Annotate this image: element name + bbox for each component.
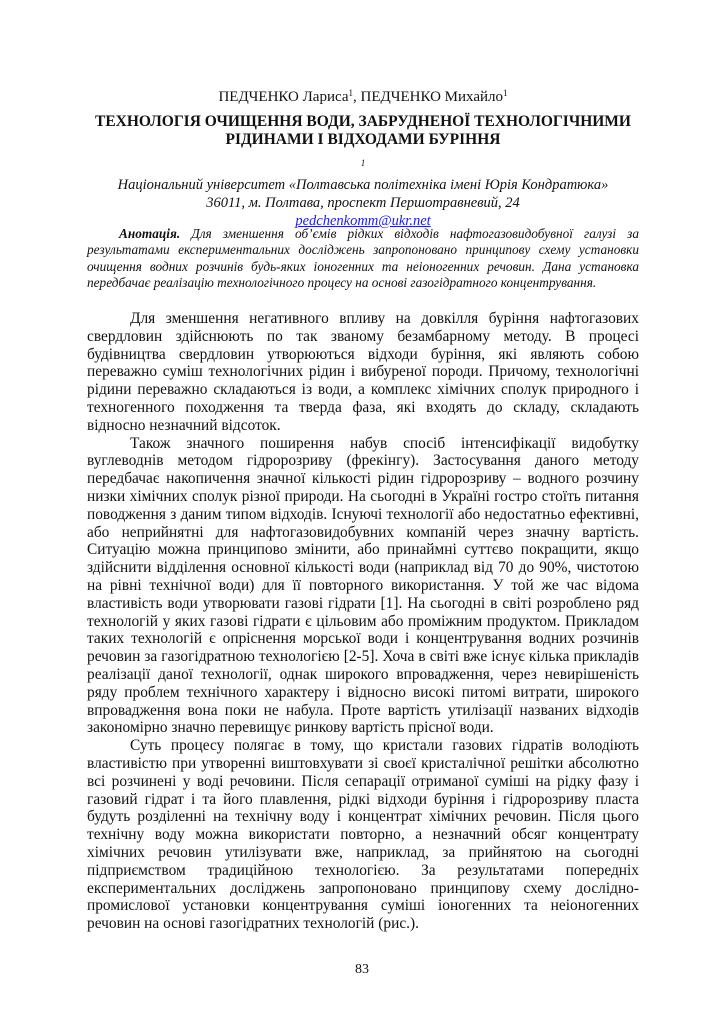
institution-line	[87, 158, 639, 194]
body-paragraph-3: Суть процесу полягає в тому, що кристали газових гідратів володіють властивістю при утворенні виштовхувати зі своєї кристалічної решітки абсолютно всі розчинені у воді речовини. Після сепарації отриманої суміші на рідку фазу і газовий гідрат і та його плавлення, рідкі відходи буріння і гідророзриву пласта будуть розділенні на технічну воду і концентрат хімічних речовин. Після цього технічну воду можна використати повторно, а незначний обсяг концентрату хімічних речовин утилізувати вже, наприклад, за прийнятою на сьогодні підприємством традиційною технологією. За результатами попередніх експериментальних досліджень запропоновано принципову схему дослідно-промислової установки концентрування суміші іоногенних та неіоногенних речовин на основі газогідратних технологій (рис.).	[87, 737, 639, 933]
paper-title-line-2: РІДИНАМИ І ВІДХОДАМИ БУРІННЯ	[225, 131, 501, 148]
authors-line	[87, 88, 639, 106]
author-separator: ,	[353, 89, 361, 105]
institution-affiliation-mark: 1	[360, 158, 366, 168]
author-1-name: ПЕДЧЕНКО Лариса	[218, 89, 349, 105]
author-1-affiliation-mark: 1	[348, 88, 353, 98]
institution-name: Національний університет «Полтавська політехніка імені Юрія Кондратюка»	[117, 177, 609, 193]
paper-title-line-1: ТЕХНОЛОГІЯ ОЧИЩЕННЯ ВОДИ, ЗАБРУДНЕНОЇ ТЕХНОЛОГІЧНИМИ	[95, 113, 631, 130]
author-2-name: ПЕДЧЕНКО Михайло	[360, 89, 504, 105]
abstract-text: Для зменшення об’ємів рідких відходів нафтогазовидобувної галузі за результатами експериментальних досліджень запропоновано принципову схему установки очищення водних розчинів будь-яких іоногенних та неіоногенних речовин. Дана установка передбачає реалізацію технологічного процесу на основі газогідратного концентрування.	[87, 226, 639, 290]
email-link[interactable]: pedchenkomm@ukr.net	[295, 213, 431, 229]
author-2-affiliation-mark: 1	[503, 88, 508, 98]
institution-address: 36011, м. Полтава, проспект Першотравневий, 24	[206, 195, 520, 211]
abstract	[87, 226, 639, 291]
body-paragraph-1: Для зменшення негативного впливу на довкілля буріння нафтогазових свердловин здійснюють по так званому безамбарному методу. В процесі будівництва свердловин утворюються відходи буріння, які являють собою переважно суміш технологічних рідин і вибуреної породи. Причому, технологічні рідини переважно складаються із води, а комплекс хімічних сполук природного і техногенного походження та тверда фаза, які входять до складу, складають відносно незначний відсоток.	[87, 310, 639, 434]
body-paragraph-2: Також значного поширення набув спосіб інтенсифікації видобутку вуглеводнів методом гідророзриву (фрекінгу). Застосування даного методу передбачає накопичення значної кількості рідин гідророзриву – водного розчину низки хімічних сполук різної природи. На сьогодні в Україні гостро стоїть питання поводження з даним типом відходів. Існуючі технології або недостатньо ефективні, або неприйнятні для нафтогазовидобувних компаній через значну вартість. Ситуацію можна принципово змінити, або принаймні суттєво покращити, якщо здійснити відділення основної кількості води (наприклад від 70 до 90%, чистотою на рівні технічної води) для її повторного використання. У той же час відома властивість води утворювати газові гідрати [1]. На сьогодні в світі розроблено ряд технологій у яких газові гідрати є цільовим або проміжним продуктом. Прикладом таких технологій є опріснення морської води і концентрування водних розчинів речовин за газогідратною технологією [2-5]. Хоча в світі вже існує кілька прикладів реалізації даної технології, однак широкого впровадження, через невирішеність ряду проблем технічного характеру і відносно високі питомі витрати, широкого впровадження вона поки не набула. Проте вартість утилізації названих відходів закономірно значно перевищує ринкову вартість прісної води.	[87, 434, 639, 737]
paper-title	[87, 113, 639, 149]
affiliation-block	[87, 158, 639, 230]
abstract-label: Анотація.	[119, 226, 181, 241]
body-text	[87, 310, 639, 933]
page-number: 83	[355, 962, 369, 977]
